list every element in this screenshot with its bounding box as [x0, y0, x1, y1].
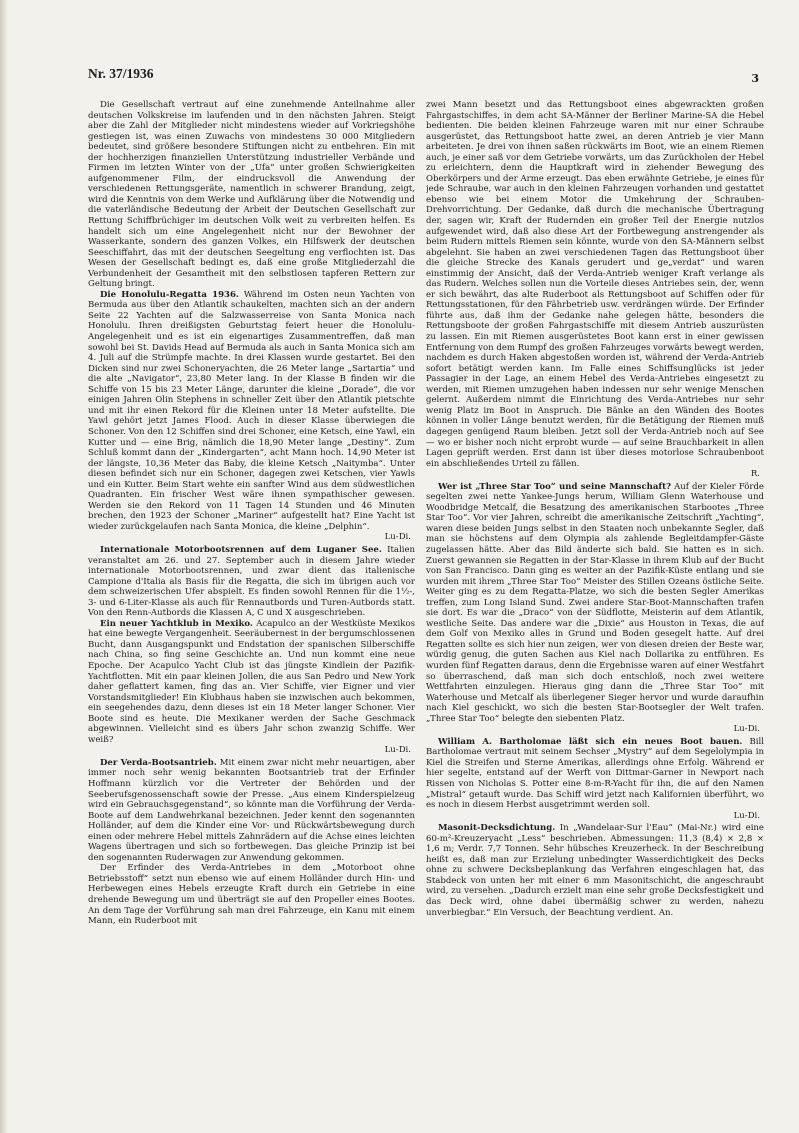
article-title: William A. Bartholomae läßt sich ein neues Boot bauen. — [437, 736, 743, 747]
article-paragraph — [88, 290, 415, 533]
author-signature: Lu-Di. — [733, 724, 760, 735]
author-signature: R. — [750, 469, 760, 480]
article — [88, 545, 415, 619]
article-paragraph — [426, 482, 764, 725]
article-title: Internationale Motorbootsrennen auf dem Luganer See. — [99, 544, 382, 555]
article-title: Wer ist „Three Star Too“ und seine Mannschaft? — [437, 481, 672, 492]
article-title: Masonit-Decksdichtung. — [437, 823, 556, 834]
right-column — [426, 100, 764, 1090]
article — [426, 737, 764, 821]
paragraph-text: Die Gesellschaft vertraut auf eine zunehmende Anteilnahme aller deutschen Volkskreise im laufenden und in den nächsten Jahren. Steigt aber die Zahl der Mitglieder nicht mindestens wieder auf Vorkriegshöhe gestiegen ist, was einen Zuwachs von mindestens 30 000 Mitgliedern bedeutet, sind größere besondere Stiftungen nicht zu entbehren. Ein mit der hochherzigen finanziellen Unterstützung industrieller Verbände und Firmen im letzten Winter von der „Ufa“ unter großen Schwierigkeiten aufgenommener Film, der eindrucksvoll die Anwendung der verschiedenen Rettungsgeräte, namentlich in schwerer Brandung, zeigt, wird die Kenntnis von dem Werke und Aufklärung über die Notwendig und die vaterländische Bedeutung der Arbeit der Deutschen Gesellschaft zur Rettung Schiffbrüchiger im deutschen Volk weit zu verbreiten helfen. Es handelt sich um eine Angelegenheit nicht nur der Bewohner der Wasserkante, sondern des ganzen Volkes, ein Hilfswerk der deutschen Seeschiffahrt, das mit der deutschen Seegeltung eng verflochten ist. Das Wesen der Gesellschaft bedingt es, daß eine große Mitgliederzahl die Verbundenheit der Gesamtheit mit den selbstlosen tapferen Rettern zur Geltung bringt. — [88, 100, 415, 290]
paragraph-text: Italien veranstaltet am 26. und 27. September auch in diesem Jahre wieder internationale Motorbootsrennen, und zwar dient das italienische Campione d'Italia als Basis für die Regatta, die sich im übrigen auch vor dem schweizerischen Ufer abspielt. Es finden sowohl Rennen für die 1½-, 3- und 6-Liter-Klasse als auch für Rennautbords und Turen-Autbords statt. Von den Renn-Autbords die Klassen A, C und X ausgeschrieben. — [88, 544, 415, 619]
article-paragraph — [88, 619, 415, 746]
article-paragraph — [426, 100, 764, 469]
paragraph-text: Bill Bartholomae vertraut mit seinem Sechser „Mystry“ auf dem Segelolympia in Kiel die Streifen und Sterne Amerikas, allerdings ohne Erfolg. Während er hier segelte, entstand auf der Werft von Dittmar-Garner in Newport nach Rissen von Nicholas S. Potter eine 8-m-R-Yacht für ihn, die auf den Namen „Mistral“ getauft wurde. Das Schiff wird jetzt nach Kalifornien überführt, wo es noch in diesem Herbst ausgetrimmt werden soll. — [426, 736, 764, 811]
page-header — [88, 66, 759, 86]
article-paragraph — [88, 100, 415, 290]
article — [426, 482, 764, 735]
article-paragraph — [88, 758, 415, 863]
author-signature: Lu-Di. — [384, 745, 411, 756]
article-paragraph — [88, 863, 415, 926]
paragraph-text: Auf der Kieler Förde segelten zwei nette Yankee-Jungs herum, William Glenn Waterhouse und Woodbridge Metcalf, die Besatzung des amerikanischen Starbootes „Three Star Too“. Vor vier Jahren, schreibt die amerikanische Zeitschrift „Yachting“, waren diese beiden Jungs selbst in den Staaten noch unbekannte Segler, daß man sie höchstens auf dem Olympia als zahlende Begleitdampfer-Gäste zugelassen hätte. Aber das Bild änderte sich bald. Sie hatten es in sich. Zuerst gewannen sie Regatten in der Star-Klasse in ihrem Klub auf der Bucht von San Francisco. Dann ging es weiter an der Pazifik-Küste entlang und sie wurden mit ihrem „Three Star Too“ Meister des Stillen Ozeans östliche Seite. Weiter ging es zu dem Regatta-Platze, wo sich die besten Segler Amerikas treffen, zum Long Island Sund. Zwei andere Star-Boot-Mannschaften trafen sie dort. Es war die „Draco“ von der Südflotte, Meisterin auf dem Atlantik, westliche Seite. Das andere war die „Dixie“ aus Houston in Texas, die auf dem Golf von Mexiko alles in Grund und Boden gesegelt hatte. Auf drei Regatten sollte es sich hier nun zeigen, wer von diesen dreien der Beste war, würdig genug, die guten Sachen aus Kiel nach Dollarika zu entführen. Es wurden fünf Regatten daraus, denn die Ergebnisse waren auf einer Westfahrt so überraschend, daß man sich doch entschloß, noch zwei weitere Wettfahrten einzulegen. Hieraus ging dann die „Three Star Too“ mit Waterhouse und Metcalf als überlegener Sieger hervor und wurde daraufhin nach Kiel geschickt, wo sich die besten Star-Bootsegler der Welt trafen. „Three Star Too“ belegte den siebenten Platz. — [426, 481, 764, 724]
article — [426, 823, 764, 918]
article-paragraph — [426, 737, 764, 811]
article-paragraph — [426, 823, 764, 918]
article — [426, 100, 764, 480]
article — [88, 619, 415, 756]
article-title: Die Honolulu-Regatta 1936. — [99, 289, 239, 300]
issue-number: Nr. 37/1936 — [88, 66, 154, 81]
article — [88, 290, 415, 543]
paragraph-text: Der Erfinder des Verda-Antriebes in dem „Motorboot ohne Betriebsstoff“ setzt nun ebenso wie auf einem Holländer durch Hin- und Herbewegen eines Hebels erzeugte Kraft durch ein Getriebe in eine drehende Bewegung um und überträgt sie auf den Propeller eines Bootes. An dem Tage der Vorführung sah man drei Fahrzeuge, ein Kanu mit einem Mann, ein Ruderboot mit — [88, 863, 415, 927]
paragraph-text: Während im Osten neun Yachten von Bermuda aus über den Atlantik schaukelten, machten sich an der andern Seite 22 Yachten auf die Salzwasserreise von Santa Monica nach Honolulu. Ihren dreißigsten Geburtstag feiert heuer die Honolulu-Angelegenheit und es ist ein eigenartiges Zusammentreffen, daß man sowohl bei St. Davids Head auf Bermuda als auch in Santa Monica sich am 4. Juli auf die Strümpfe machte. In drei Klassen wurde gestartet. Bei den Dicken sind nur zwei Schoneryachten, die 26 Meter lange „Sartartia“ und die alte „Navigator“, 23,80 Meter lang. In der Klasse B finden wir die Schiffe von 15 bis 23 Meter Länge, darunter die kleine „Dorade“, die vor einigen Jahren Olin Stephens in schneller Zeit über den Atlantik pietschte und mit ihr einen Rekord für die Kleinen unter 18 Meter aufstellte. Die Yawl gehört jetzt James Flood. Auch in dieser Klasse überwiegen die Schoner. Von den 12 Schiffen sind drei Schoner, eine Ketsch, eine Yawl, ein Kutter und — eine Brig, nämlich die 18,90 Meter lange „Destiny“. Zum Schluß kommt dann der „Kindergarten“, acht Mann hoch. 14,90 Meter ist der längste, 10,36 Meter das Baby, die kleine Ketsch „Naitymba“. Unter diesen befindet sich nur ein Schoner, dagegen zwei Ketschen, vier Yawls und ein Kutter. Beim Start wehte ein sanfter Wind aus dem südwestlichen Quadranten. Ein frischer West wäre ihnen sympathischer gewesen. Werden sie den Rekord von 11 Tagen 14 Stunden und 46 Minuten brechen, den 1923 der Schoner „Mariner“ aufgestellt hat? Eine Yacht ist wieder zurückgelaufen nach Santa Monica, die kleine „Delphin“. — [88, 289, 415, 532]
article-title: Ein neuer Yachtklub in Mexiko. — [99, 618, 253, 629]
author-signature: Lu-Di. — [384, 532, 411, 543]
author-signature: Lu-Di. — [733, 810, 760, 821]
left-column — [88, 100, 415, 1090]
article — [88, 100, 415, 290]
paragraph-text: Mit einem zwar nicht mehr neuartigen, aber immer noch sehr wenig bekannten Bootsantrieb trat der Erfinder Hoffmann kürzlich vor die Vertreter der Behörden und der Seeberufsgenossenschaft sowie der Presse. „Aus einem Kinderspielzeug wird ein Gebrauchsgegenstand“, so könnte man die Vorführung der Verda-Boote auf dem Landwehrkanal bezeichnen. Jeder kennt den sogenannten Holländer, auf dem die Kinder eine Vor- und Rückwärtsbewegung durch einen oder mehrere Hebel mittels Zahnrädern auf die Achse eines leichten Wagens übertragen und sich so fortbewegen. Das gleiche Prinzip ist bei den sogenannten Ruderwagen zur Anwendung gekommen. — [88, 757, 415, 863]
paragraph-text: Acapulco an der Westküste Mexikos hat eine bewegte Vergangenheit. Seeräubernest in der bergumschlossenen Bucht, dann Ausgangspunkt und Endstation der spanischen Silberschiffe nach China, so fing seine Geschichte an. Und nun kommt eine neue Epoche. Der Acapulco Yacht Club ist das jüngste Kindlein der Pazifik-Yachtflotten. Mit ein paar kleinen Jollen, die aus San Pedro und New York daher geflattert kamen, fing das an. Vier Schiffe, vier Eigner und vier Vorstandsmitglieder! Ein Klubhaus haben sie inzwischen auch bekommen, ein seegehendes dazu, denn dieses ist ein 18 Meter langer Schoner. Vier Boote sind es heute. Die Mexikaner werden der Sache Geschmack abgewinnen. Vielleicht sind es übers Jahr schon zwanzig Schiffe. Wer weiß? — [88, 618, 415, 745]
article-paragraph — [88, 545, 415, 619]
page-edge-shadow — [0, 0, 8, 1133]
article-title: Der Verda-Bootsantrieb. — [99, 757, 217, 768]
page-number: 3 — [751, 72, 759, 85]
paragraph-text: zwei Mann besetzt und das Rettungsboot eines abgewrackten großen Fahrgastschiffes, in dem acht SA-Männer der Berliner Marine-SA die Hebel bedienten. Die beiden kleinen Fahrzeuge waren mit nur einer Schraube ausgerüstet, das Rettungsboot hatte zwei, an deren Antrieb je vier Mann arbeiteten. Je drei von ihnen saßen rückwärts im Boot, wie an einem Riemen auch, je einer saß vor dem Getriebe vorwärts, um das Zurückholen der Hebel zu erleichtern, denn die Hauptkraft wird in ziehender Bewegung des Oberkörpers und der Arme erzeugt. Das eben erwähnte Getriebe, je eines für jede Schraube, war auch in den kleinen Fahrzeugen vorhanden und gestattet ebenso wie bei einem Motor die Umkehrung der Schrauben-Drehvorrichtung. Der Gedanke, daß durch die mechanische Übertragung der, sagen wir, Kraft der Rudernden ein großer Teil der Energie nutzlos aufgewendet wird, daß also diese Art der Fortbewegung anstrengender als beim Rudern mittels Riemen sein könnte, wurde von den SA-Männern selbst abgelehnt. Sie haben an zwei verschiedenen Tagen das Rettungsboot über die gleiche Strecke des Kanals gerudert und ge„verdat“ und waren einstimmig der Ansicht, daß der Verda-Antrieb weniger Kraft verlange als das Rudern. Welches sollen nun die Vorteile dieses Antriebes sein, der, wenn er sich bewährt, das alte Ruderboot als Rettungsboot auf Schiffen oder für Rettungsstationen, für den Fährbetrieb usw. verdrängen würde. Der Erfinder führte aus, daß ihm der Gedanke nahe gelegen hätte, besonders die Rettungsboote der großen Fahrgastschiffe mit diesem Antrieb auszurüsten zu lassen. Ein mit Riemen ausgerüstetes Boot kann erst in einer gewissen Entfernung von dem Rumpf des großen Fahrzeuges vorwärts bewegt werden, nachdem es durch Haken abgestoßen worden ist, während der Verda-Antrieb sofort betätigt werden kann. Im Falle eines Schiffsunglücks ist jeder Passagier in der Lage, an einem Hebel des Verda-Antriebes eingesetzt zu werden, mit Riemen umzugehen haben indessen nur sehr wenige Menschen gelernt. Außerdem nimmt die Einrichtung des Verda-Antriebes nur sehr wenig Platz im Boot in Anspruch. Die Bänke an den Wänden des Bootes können in voller Länge benutzt werden, für die Betätigung der Riemen muß dagegen genügend Raum bleiben. Jetzt soll der Verda-Antrieb noch auf See — wo er bisher noch nicht erprobt wurde — auf seine Brauchbarkeit in allen Lagen geprüft werden. Erst dann ist über dieses motorlose Schraubenboot ein abschließendes Urteil zu fällen. — [426, 100, 764, 469]
article — [88, 758, 415, 927]
paragraph-text: In „Wandelaar-Sur l'Eau“ (Mai-Nr.) wird eine 60-m²-Kreuzeryacht „Less“ beschrieben. Abmessungen: 11,3 (8,4) × 2,8 × 1,6 m; Verdr. 7,7 Tonnen. Sehr hübsches Kreuzerheck. In der Beschreibung heißt es, daß man zur Erzielung unbedingter Wasserdichtigkeit des Decks ohne zu schwere Decksbeplankung das Verfahren eingeschlagen hat, das Stabdeck von unten her mit einer 6 mm Masonitschicht, die angeschraubt wird, zu versehen. „Dadurch erzielt man eine sehr große Decksfestigkeit und das Deck wird, ohne dabei übermäßig schwer zu werden, nahezu unverbiegbar.“ Ein Versuch, der Beachtung verdient. An. — [426, 823, 764, 918]
